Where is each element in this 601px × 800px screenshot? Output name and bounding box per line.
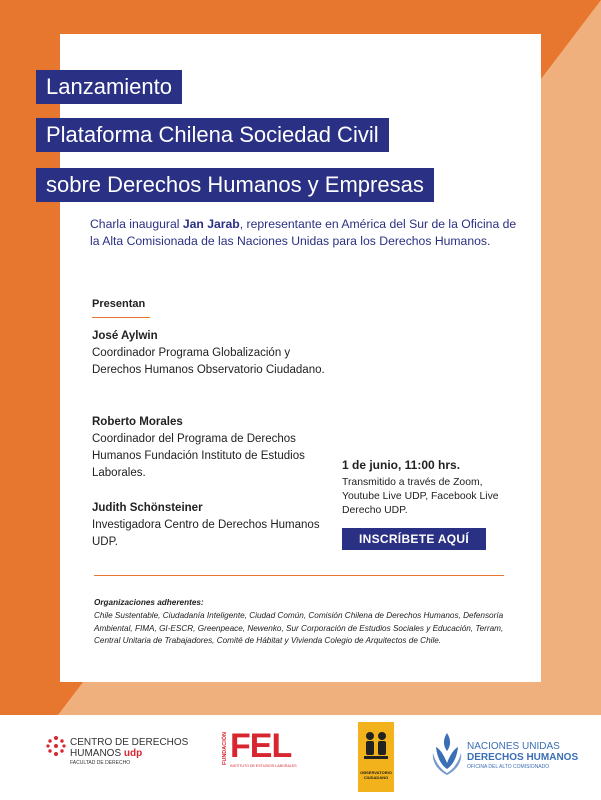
un-logo <box>467 741 578 771</box>
speaker-name: Roberto Morales <box>92 416 183 428</box>
event-date: 1 de junio, 11:00 hrs. <box>342 458 461 472</box>
intro-suffix: , representante en América del Sur de la Oficina de la Alta Comisionada de las Naciones Unidas para los Derechos Humanos. <box>90 217 517 248</box>
speaker-name: José Aylwin <box>92 330 158 342</box>
speaker-block <box>92 414 332 482</box>
fel-vertical-text: FUNDACIÓN <box>222 732 228 765</box>
title-derechos-humanos: sobre Derechos Humanos y Empresas <box>36 168 434 202</box>
speaker-role: Coordinador del Programa de Derechos Humanos Fundación Instituto de Estudios Laborales. <box>92 433 305 479</box>
title-lanzamiento: Lanzamiento <box>36 70 182 104</box>
orgs-list: Chile Sustentable, Ciudadanía Inteligente, Ciudad Común, Comisión Chilena de Derechos Humanos, Defensoría Ambiental, FIMA, GI-ESCR, Greenpeace, Newenko, Sur Corporación de Estudios Sociales y Educación, Terram, Central Unitaria de Trabajadores, Comité de Hábitat y Vivienda Colegio de Arquitectos de Chile. <box>94 611 504 646</box>
un-line2: DERECHOS HUMANOS <box>467 752 579 763</box>
un-line1: NACIONES UNIDAS <box>467 741 560 752</box>
un-flame-icon <box>430 729 464 775</box>
udp-line2b: udp <box>123 748 143 759</box>
udp-line3: FACULTAD DE DERECHO <box>70 760 131 766</box>
intro-prefix: Charla inaugural <box>90 217 183 231</box>
speaker-block <box>92 328 332 379</box>
title-plataforma: Plataforma Chilena Sociedad Civil <box>36 118 389 152</box>
observatorio-figures-icon <box>362 730 390 760</box>
udp-dots-icon <box>46 735 66 757</box>
udp-logo <box>70 737 188 767</box>
orgs-heading: Organizaciones adherentes: <box>94 598 204 607</box>
observatorio-logo <box>358 722 394 792</box>
speaker-name: Judith Schönsteiner <box>92 502 203 514</box>
presentan-underline <box>92 317 150 318</box>
fel-sub-text: INSTITUTO DE ESTUDIOS LABORALES <box>230 764 297 768</box>
speaker-role: Investigadora Centro de Derechos Humanos UDP. <box>92 519 320 548</box>
intro-speaker: Jan Jarab <box>182 217 240 231</box>
divider <box>94 575 504 576</box>
udp-line2a: HUMANOS <box>70 748 122 759</box>
logo-strip <box>0 715 601 800</box>
register-button[interactable]: INSCRÍBETE AQUÍ <box>342 528 486 550</box>
observatorio-label: OBSERVATORIO CIUDADANO <box>360 770 392 780</box>
udp-line1: CENTRO DE DERECHOS <box>70 737 189 748</box>
speaker-role: Coordinador Programa Globalización y Derechos Humanos Observatorio Ciudadano. <box>92 347 325 376</box>
un-line3: OFICINA DEL ALTO COMISIONADO <box>467 764 550 770</box>
intro-text <box>90 216 520 250</box>
presentan-label: Presentan <box>92 298 146 310</box>
event-stream-info: Transmitido a través de Zoom, Youtube Live UDP, Facebook Live Derecho UDP. <box>342 477 499 516</box>
fel-main-text: FEL <box>230 727 292 765</box>
speaker-block <box>92 500 332 551</box>
